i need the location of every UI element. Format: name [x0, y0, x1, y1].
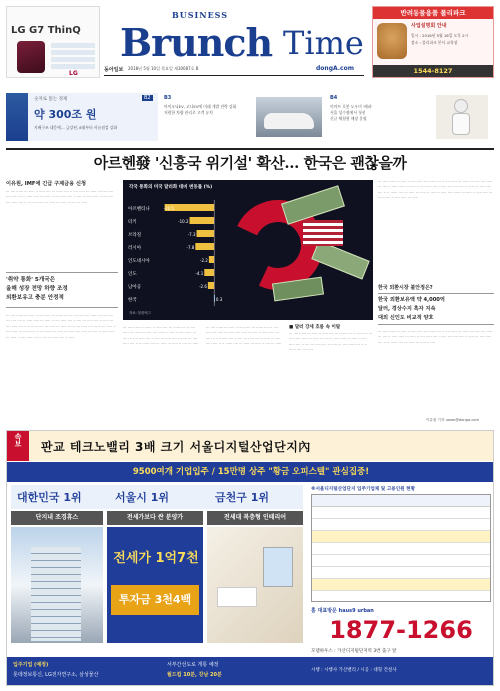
- realestate-ad[interactable]: [6, 430, 494, 686]
- stats-table: [311, 494, 491, 602]
- teaser-2[interactable]: [164, 93, 324, 141]
- teaser-1-thumb: [6, 93, 28, 141]
- pull-quote: [6, 272, 118, 308]
- flag-image: [303, 220, 343, 246]
- date-line: 2018년 5월 10일 목요일 제30087호 B: [128, 66, 199, 71]
- price-title: 전세가 1억7천: [113, 551, 199, 566]
- teaser-strip: [6, 93, 494, 143]
- chart-title: 각국 통화의 미국 달러화 대비 변동률 (%): [129, 185, 213, 190]
- left-column-text: ··· ···· ······ ··· ····· ·· ····· ···· ··· ······ ···· ·· ···· ····· ··· ····· ···· ···· ···· ····· ··· ···· ·· ····· ····· ··· ····· ·· ···· ····· ···· ·· ···· ··· ····· ···· ·· ····· ··· ···· ····· ···· ·· ·· ······ ···· ··· ····· ··· ····· ·· ···· ··· ·····: [6, 190, 114, 205]
- chart-value-label: -4.1: [195, 271, 204, 276]
- main-headline: 아르헨發 '신흥국 위기설' 확산… 한국은 괜찮을까: [93, 154, 407, 172]
- ad-tag-1: 단지내 조경휴스: [11, 511, 103, 525]
- interior-render: [207, 527, 303, 643]
- chart-value-label: -2.6: [199, 284, 207, 289]
- phone-number[interactable]: 1877-1266: [329, 616, 473, 644]
- right-column-text: ··· ···· ······ ··· ····· ·· ····· ···· ··· ······ ···· ·· ···· ····· ··· ····· ···· ···· ···· ····· ··· ···· ·· ····· ····· ··· ····· ·· ···· ····· ···· ·· ···· ··· ····· ···· ·· ····· ··· ···· ····· ···· ·· ·· ······ ···· ··· ····· ··· ····· ·· ···· ··· ····· ···· ······ ··· ····· ·· ····· ···· ··· ······ ···· ·· ···· ····· ··· ·····: [378, 180, 493, 201]
- chart-value-label: -10.2: [178, 219, 189, 224]
- pull-quote-line-3: 외환보유고 충분 안정적: [6, 295, 64, 301]
- ad-right-line-1: 일시 : 2018년 5월 16일 오후 2시: [411, 33, 469, 38]
- chart-bar: [195, 243, 214, 250]
- chart-value-label: -7.3: [187, 232, 196, 237]
- teaser-3-robot-image: [436, 95, 488, 139]
- pull-quote-line-1: '취약 통화' 5개국은: [6, 277, 56, 283]
- teaser-3[interactable]: [330, 93, 494, 141]
- center-text-1: ··· ···· ······ ··· ····· ·· ····· ···· ··· ······ ···· ·· ···· ····· ··· ····· ···· ···· ···· ····· ··· ···· ·· ····· ····· ··· ····· ·· ···· ····· ···· ·· ···· ··· ····· ···· ·· ····· ··· ···· ····· ···· ·· ·· ······ ···· ··· ····· ··· ····· ·· ···· ··· ·····: [123, 326, 199, 347]
- ad-tag-2: 전세가보다 싼 분양가: [107, 511, 203, 525]
- teaser-2-body: 아이오닉EV, 코나EV에 미래 개발 전략 강화 저렴한 차량 관리로 고객 유치: [164, 104, 237, 115]
- chart-bar: [208, 282, 214, 289]
- teaser-1-headline: 약 300조 원: [34, 108, 97, 121]
- hashtag: 홈 대표방문 haus9 urban: [311, 608, 374, 614]
- chart-value-label: 0.3: [215, 297, 223, 302]
- story-byline: 이유원, IMF에 긴급 구제금융 신청: [6, 181, 86, 187]
- right-pull-quote: [378, 293, 494, 325]
- rank-korea: 대한민국 1위: [17, 491, 82, 504]
- lg-phone-ad[interactable]: [6, 6, 100, 78]
- ad-right-phone: 1544-8127: [413, 67, 453, 75]
- chart-bar: [204, 269, 214, 276]
- lg-logo: LG: [69, 70, 78, 77]
- title-time: Time: [283, 24, 364, 62]
- ad-right-sub: 사업설명회 안내: [411, 23, 447, 29]
- site-link[interactable]: dongA.com: [316, 65, 354, 72]
- invest-title: 투자금 3천4백: [118, 593, 192, 606]
- bottom-line-3: 서부간선도로 개통 예정: [167, 662, 219, 668]
- right-subhead: 한국 외환시장 불안정은?: [378, 285, 433, 291]
- chart-category-label: 브라질: [128, 233, 142, 238]
- story-area: [6, 180, 494, 428]
- bottom-line-2: 롯데정보통신, LG전자연구소, 삼성물산: [13, 672, 99, 678]
- chart-category-label: 아르헨티나: [128, 207, 150, 212]
- rank-geumcheon: 금천구 1위: [215, 491, 269, 504]
- headline-rule-top: [6, 148, 494, 150]
- ad-sub-banner: [7, 462, 494, 482]
- ad-top-banner: [7, 431, 494, 461]
- phone-box[interactable]: [311, 615, 491, 645]
- main-headline-box: [6, 148, 494, 176]
- rank-seoul: 서울시 1위: [115, 491, 169, 504]
- ad-left-brand: LG G7 ThinQ: [11, 25, 81, 36]
- right-pull-line-1: 한국 외환보유액 약 4,000억: [378, 297, 445, 303]
- ad-tag-3: 전세대 복층형 인테리어: [207, 511, 303, 525]
- teaser-3-tag: B4: [330, 95, 338, 101]
- building-render: [11, 527, 103, 643]
- chart-category-label: 러시아: [128, 246, 142, 251]
- phone-features: [51, 43, 95, 71]
- paper-name: 동아일보: [104, 67, 124, 73]
- footer-subhead: ■ 달러 강세 흐름 속 이탈: [289, 325, 341, 330]
- teaser-3-body: 이마트 로봇 도우미 '페퍼' 서울 성수점에서 첫선 신규 체험형 매장 운영: [330, 104, 373, 121]
- ad-ranking-row: [11, 485, 303, 509]
- dog-image: [377, 23, 407, 59]
- chart-photo-panel: [123, 180, 373, 320]
- chart-source: 자료: 블룸버그: [129, 311, 151, 315]
- pull-quote-line-2: 올해 성장 전망 하향 조정: [6, 286, 68, 292]
- ad-right-line-2: 장소 : 폴리파크 본사 교육장: [411, 40, 458, 45]
- teaser-2-tag: B3: [164, 95, 172, 101]
- model-house: 모델하우스 : 가산디지털단지역 3번 출구 앞: [311, 649, 397, 654]
- chart-category-label: 인도: [128, 272, 137, 277]
- masthead: [0, 0, 500, 82]
- teaser-1[interactable]: [6, 93, 158, 141]
- chart-bar: [197, 230, 215, 237]
- ad-corner-badge: [7, 431, 29, 461]
- ad-right-title: 반려동물용품 폴리파크: [400, 9, 466, 17]
- price-box: [107, 527, 203, 643]
- ad-headline: 판교 테크노밸리 3배 크기 서울디지털산업단지內: [41, 440, 311, 454]
- money-image-2: [311, 240, 369, 279]
- teaser-1-tag: 숫자로 읽는 경제: [34, 97, 68, 102]
- title-brunch: Brunch: [120, 20, 273, 65]
- chart-category-label: 한국: [128, 298, 137, 303]
- chart-value-label: -2.2: [200, 258, 208, 263]
- right-column-text-2: ··· ···· ······ ··· ····· ·· ····· ···· ··· ······ ···· ·· ···· ····· ··· ····· ···· ···· ···· ····· ··· ···· ·· ····· ····· ··· ····· ·· ···· ····· ···· ·· ···· ··· ····· ···· ·· ····· ··· ···· ····· ···· ·· ·· ······ ···· ··· ····· ··· ····· ·· ····: [378, 330, 493, 345]
- bottom-line-4: 월드컵 10분, 강남 20분: [167, 672, 222, 678]
- bottom-line-1: 입주기업 (예정): [13, 662, 49, 668]
- chart-value-label: -7.8: [186, 245, 195, 250]
- masthead-rule: [104, 75, 364, 76]
- right-pull-line-2: 달러, 경상수지 흑자 지속: [378, 306, 436, 312]
- teaser-1-page: B2: [144, 95, 151, 101]
- ad-right-phone-bar: [373, 65, 493, 77]
- ad-bottom-strip: [7, 657, 494, 686]
- ad-sub: 9500여개 기업입주 / 15만명 상주 "황금 오피스텔" 관심집중!: [132, 467, 370, 477]
- chart-category-label: 인도네시아: [128, 259, 150, 264]
- bar-chart: [127, 200, 237, 312]
- polypark-ad[interactable]: [372, 6, 494, 78]
- business-label: BUSINESS: [172, 10, 229, 20]
- chart-bar: [209, 256, 214, 263]
- invest-box: [111, 585, 199, 615]
- center-text-2: ··· ···· ······ ··· ····· ·· ····· ···· ··· ······ ···· ·· ···· ····· ··· ····· ···· ···· ···· ····· ··· ···· ·· ····· ····· ··· ····· ·· ···· ····· ···· ·· ···· ··· ····· ···· ·· ····· ··· ···· ····· ···· ·· ·· ······ ···· ··· ····· ··· ····· ·· ···· ··· ·····: [206, 326, 282, 347]
- center-text-3: ··· ···· ······ ··· ····· ·· ····· ···· ··· ······ ···· ·· ···· ····· ··· ····· ···· ···· ···· ····· ··· ···· ·· ····· ····· ··· ····· ·· ···· ····· ···· ·· ···· ··· ····· ···· ·· ····· ··· ···· ····· ···· ·· ·· ······ ···· ··· ·····: [289, 332, 373, 353]
- chart-category-label: 남아공: [128, 285, 142, 290]
- chart-category-label: 터키: [128, 220, 137, 225]
- ad-right-banner: [373, 7, 493, 19]
- teaser-1-body: 지배구조 대응에… 금강된, 8월부터 사유점검 강화: [34, 125, 118, 130]
- story-signoff: 이유원 기자 uwon@donga.com: [426, 418, 479, 422]
- ad-tag-row: [11, 511, 303, 525]
- chart-value-label: -20.5: [163, 206, 174, 211]
- teaser-2-car-image: [256, 97, 322, 137]
- ad-corner-text: 속보: [14, 433, 22, 447]
- left-column-text-2: ··· ···· ······ ··· ····· ·· ····· ···· ··· ······ ···· ·· ···· ····· ··· ····· ···· ···· ···· ····· ··· ···· ·· ····· ····· ··· ····· ·· ···· ····· ···· ·· ···· ··· ····· ···· ·· ····· ··· ···· ····· ···· ·· ·· ······ ···· ··· ····· ··· ····· ·· ···· ··· ····· ···· ······ ··· ····· ·· ····· ···· ··· ······ ···· ·· ···· ····· ··· ····· ···· ···· ···· ····· ··· ···· ·· ····· ····· ··· ····· ·· ···· ····· ···· ·· ···· ··· ····· ···· ·· ·····: [6, 314, 116, 340]
- ad-footer: 시행 : 시행사 가산밸리 / 시공 : 대형 건설사: [311, 668, 397, 673]
- table-title: ※서울디지털산업단지 입주기업체 및 고용인원 현황: [311, 487, 416, 492]
- right-pull-line-3: 대외 신인도 비교적 양호: [378, 315, 434, 321]
- phone-image: [17, 41, 45, 73]
- chart-bar: [190, 217, 215, 224]
